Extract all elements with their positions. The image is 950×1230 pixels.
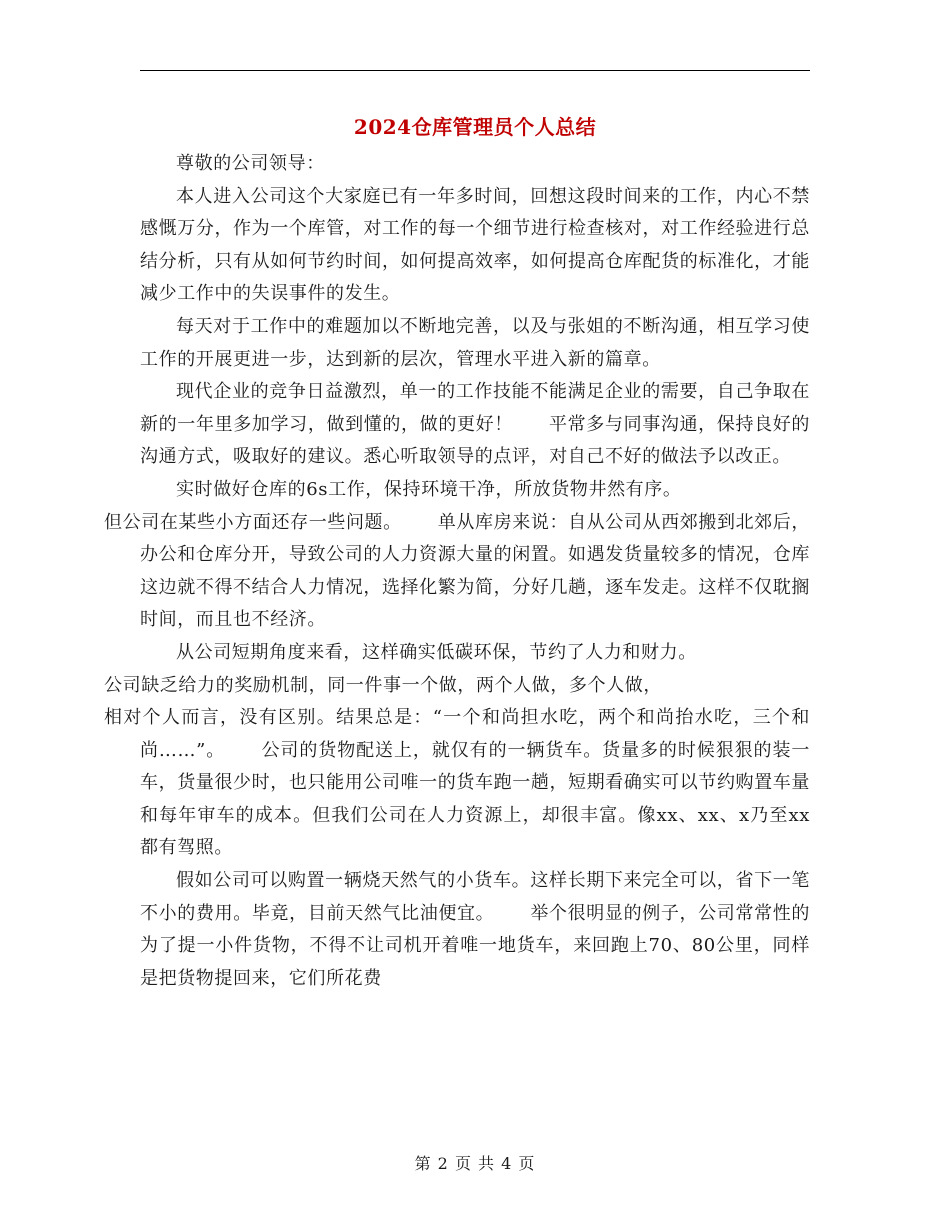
- paragraph-4-part-a: 实时做好仓库的6s工作，保持环境干净，所放货物井然有序。: [176, 478, 682, 500]
- paragraph-4-part-b: 但公司在某些小方面还存一些问题。: [104, 511, 402, 533]
- paragraph-2: 每天对于工作中的难题加以不断地完善，以及与张姐的不断沟通，相互学习使工作的开展更进一步，达到新的层次，管理水平进入新的篇章。: [140, 315, 810, 370]
- paragraph-4-part-c: 单从库房来说：自从公司从西郊搬到北郊后，办公和仓库分开，导致公司的人力资源大量的闲置。如遇发货量较多的情况，仓库这边就不得不结合人力情况，选择化繁为简，分好几趟，逐车发走。这样不仅耽搁时间，而且也不经济。: [140, 511, 810, 631]
- paragraph-3: [140, 376, 810, 474]
- paragraph-1: 本人进入公司这个大家庭已有一年多时间，回想这段时间来的工作，内心不禁感慨万分，作为一个库管，对工作的每一个细节进行检查核对，对工作经验进行总结分析，只有从如何节约时间，如何提高效率，如何提高仓库配货的标准化，才能减少工作中的失误事件的发生。: [140, 185, 810, 305]
- header-divider: [140, 70, 810, 71]
- paragraph-5: [104, 637, 811, 865]
- paragraph-5-part-c: 相对个人而言，没有区别。结果总是：“一个和尚担水吃，两个和尚抬水吃，三个和尚……”。: [104, 707, 810, 761]
- paragraph-3-part-a: 现代企业的竞争日益激烈，单一的工作技能不能满足企业的需要，自己争取在新的一年里多加学习，做到懂的，做的更好！: [140, 381, 810, 435]
- paragraph-4: [104, 474, 810, 637]
- paragraph-5-part-d: 公司的货物配送上，就仅有的一辆货车。货量多的时候狠狠的装一车，货量很少时，也只能用公司唯一的货车跑一趟，短期看确实可以节约购置车量和每年审车的成本。但我们公司在人力资源上，却很丰富。像xx、xx、x乃至xx都有驾照。: [140, 739, 811, 859]
- paragraph-5-part-a: 从公司短期角度来看，这样确实低碳环保，节约了人力和财力。: [176, 641, 697, 663]
- document-title: 2024仓库管理员个人总结: [353, 115, 597, 139]
- page-indicator: 第 2 页 共 4 页: [414, 1154, 536, 1173]
- paragraph-6-part-a: 假如公司可以购置一辆烧天然气的小货车。这样长期下来完全可以，省下一笔不小的费用。毕竟，目前天然气比油便宜。: [140, 870, 810, 924]
- paragraph-3-part-b: 平常多与同事沟通，保持良好的沟通方式，吸取好的建议。悉心听取领导的点评，对自己不好的做法予以改正。: [140, 413, 810, 468]
- salutation: 尊敬的公司领导：: [176, 153, 325, 174]
- document-body: [104, 148, 811, 995]
- paragraph-6: [140, 865, 810, 995]
- paragraph-5-part-b: 公司缺乏给力的奖励机制，同一件事一个做，两个人做，多个人做，: [104, 674, 662, 696]
- paragraph-6-part-b: 举个很明显的例子，公司常常性的为了提一小件货物，不得不让司机开着唯一地货车，来回跑上70、80公里，同样是把货物提回来，它们所花费: [140, 902, 810, 989]
